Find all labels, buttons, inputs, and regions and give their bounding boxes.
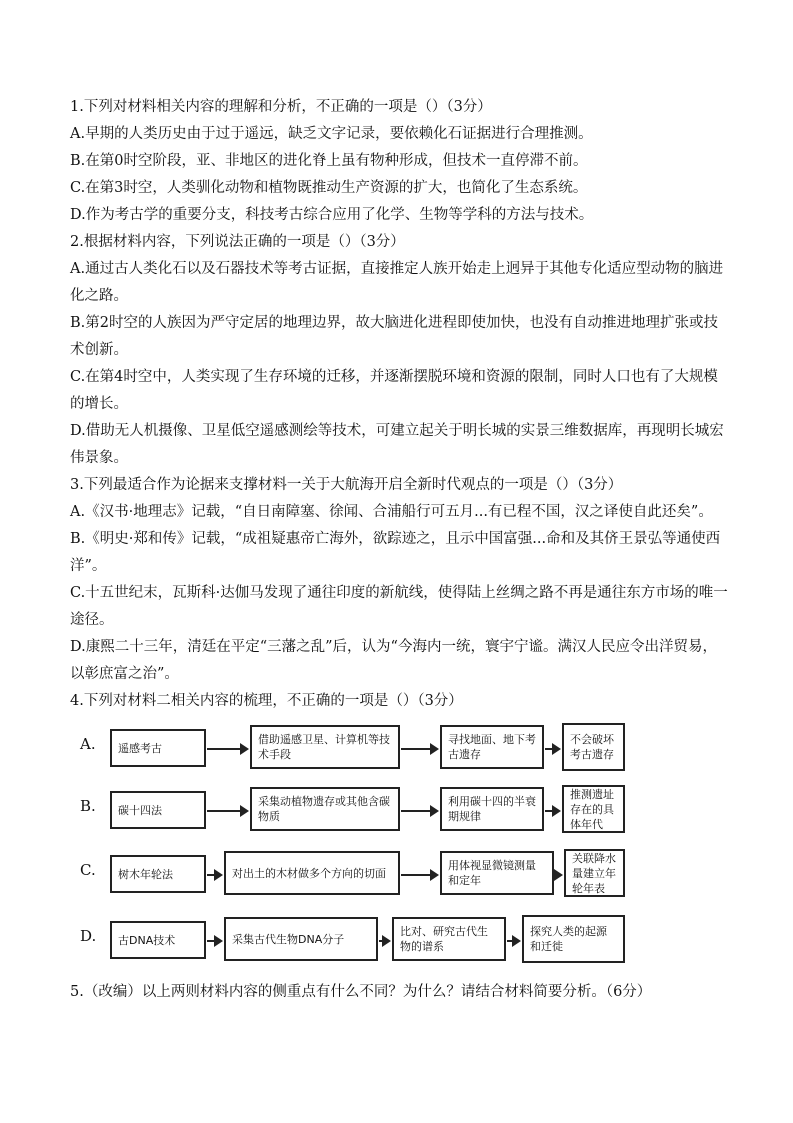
arrow-icon bbox=[207, 940, 221, 942]
question-1-option-a: A.早期的人类历史由于过于遥远，缺乏文字记录，要依赖化石证据进行合理推测。 bbox=[70, 126, 593, 142]
flow-box: 探究人类的起源和迁徙 bbox=[522, 915, 625, 963]
flow-row-label: A. bbox=[80, 735, 96, 753]
flow-box: 对出土的木材做多个方向的切面 bbox=[224, 851, 400, 895]
question-3-option-a: A.《汉书·地理志》记载，“自日南障塞、徐闻、合浦船行可五月...有已程不国，汉之译使自此还矣”。 bbox=[70, 504, 713, 520]
question-3-option-c: C.十五世纪末，瓦斯科·达伽马发现了通往印度的新航线，使得陆上丝绸之路不再是通往东方市场的唯一途径。 bbox=[70, 585, 728, 628]
flow-box: 碳十四法 bbox=[110, 791, 206, 829]
arrow-icon bbox=[207, 748, 247, 750]
flow-box: 采集动植物遗存或其他含碳物质 bbox=[250, 787, 400, 831]
arrow-icon bbox=[401, 748, 437, 750]
flow-row-label: D. bbox=[80, 927, 97, 945]
question-1-stem: 1.下列对材料相关内容的理解和分析，不正确的一项是（）（3分） bbox=[70, 99, 492, 115]
flow-box: 利用碳十四的半衰期规律 bbox=[440, 787, 544, 831]
flow-box: 推测遗址存在的具体年代 bbox=[562, 785, 625, 833]
flow-box: 比对、研究古代生物的谱系 bbox=[392, 917, 506, 961]
flow-row-a bbox=[80, 723, 625, 773]
question-2-option-b: B.第2时空的人族因为严守定居的地理边界，故大脑进化进程即使加快，也没有自动推进地理扩张或技术创新。 bbox=[70, 315, 718, 358]
arrow-icon bbox=[545, 748, 559, 750]
question-5-stem: 5.（改编）以上两则材料内容的侧重点有什么不同？为什么？请结合材料简要分析。（6分） bbox=[70, 984, 652, 1000]
arrow-icon bbox=[507, 940, 519, 942]
arrow-icon bbox=[401, 874, 437, 876]
flow-row-label: C. bbox=[80, 861, 96, 879]
flow-box: 不会破坏考古遗存 bbox=[562, 723, 625, 771]
question-3-option-b: B.《明史·郑和传》记载，“成祖疑惠帝亡海外，欲踪迹之，且示中国富强...命和及其侪王景弘等通使西洋”。 bbox=[70, 531, 721, 574]
question-1-option-c: C.在第3时空，人类驯化动物和植物既推动生产资源的扩大，也简化了生态系统。 bbox=[70, 180, 588, 196]
question-1-option-b: B.在第0时空阶段，亚、非地区的进化脊上虽有物种形成，但技术一直停滞不前。 bbox=[70, 153, 588, 169]
flow-row-c bbox=[80, 849, 625, 899]
arrow-icon bbox=[401, 810, 437, 812]
flow-row-label: B. bbox=[80, 797, 96, 815]
question-2-option-d: D.借助无人机摄像、卫星低空遥感测绘等技术，可建立起关于明长城的实景三维数据库，再现明长城宏伟景象。 bbox=[70, 423, 724, 466]
flow-box: 关联降水量建立年轮年表 bbox=[564, 849, 625, 897]
flowchart-figure bbox=[80, 723, 625, 973]
question-3-option-d: D.康熙二十三年，清廷在平定“三藩之乱”后，认为“今海内一统，寰宇宁谧。满汉人民应令出洋贸易，以彰庶富之治”。 bbox=[70, 639, 717, 682]
arrow-icon bbox=[379, 940, 389, 942]
flow-box: 古DNA技术 bbox=[110, 921, 206, 959]
exam-page bbox=[70, 94, 730, 1006]
arrow-icon bbox=[207, 874, 221, 876]
flow-box: 用体视显微镜测量和定年 bbox=[440, 851, 554, 895]
flow-box: 寻找地面、地下考古遗存 bbox=[440, 725, 544, 769]
question-2-stem: 2.根据材料内容，下列说法正确的一项是（）（3分） bbox=[70, 234, 405, 250]
flow-box: 遥感考古 bbox=[110, 729, 206, 767]
question-2-option-c: C.在第4时空中，人类实现了生存环境的迁移，并逐渐摆脱环境和资源的限制，同时人口也有了大规模的增长。 bbox=[70, 369, 718, 412]
flow-row-b bbox=[80, 785, 625, 835]
question-3-stem: 3.下列最适合作为论据来支撑材料一关于大航海开启全新时代观点的一项是（）（3分） bbox=[70, 477, 623, 493]
question-1-option-d: D.作为考古学的重要分支，科技考古综合应用了化学、生物等学科的方法与技术。 bbox=[70, 207, 594, 223]
arrow-icon bbox=[555, 874, 561, 876]
question-2-option-a: A.通过古人类化石以及石器技术等考古证据，直接推定人族开始走上迥异于其他专化适应型动物的脑进化之路。 bbox=[70, 261, 724, 304]
flow-box: 树木年轮法 bbox=[110, 855, 206, 893]
flow-row-d bbox=[80, 915, 625, 965]
flow-box: 借助遥感卫星、计算机等技术手段 bbox=[250, 725, 400, 769]
arrow-icon bbox=[207, 810, 247, 812]
flow-box: 采集古代生物DNA分子 bbox=[224, 917, 378, 961]
arrow-icon bbox=[545, 810, 559, 812]
question-4-stem: 4.下列对材料二相关内容的梳理，不正确的一项是（）（3分） bbox=[70, 693, 463, 709]
